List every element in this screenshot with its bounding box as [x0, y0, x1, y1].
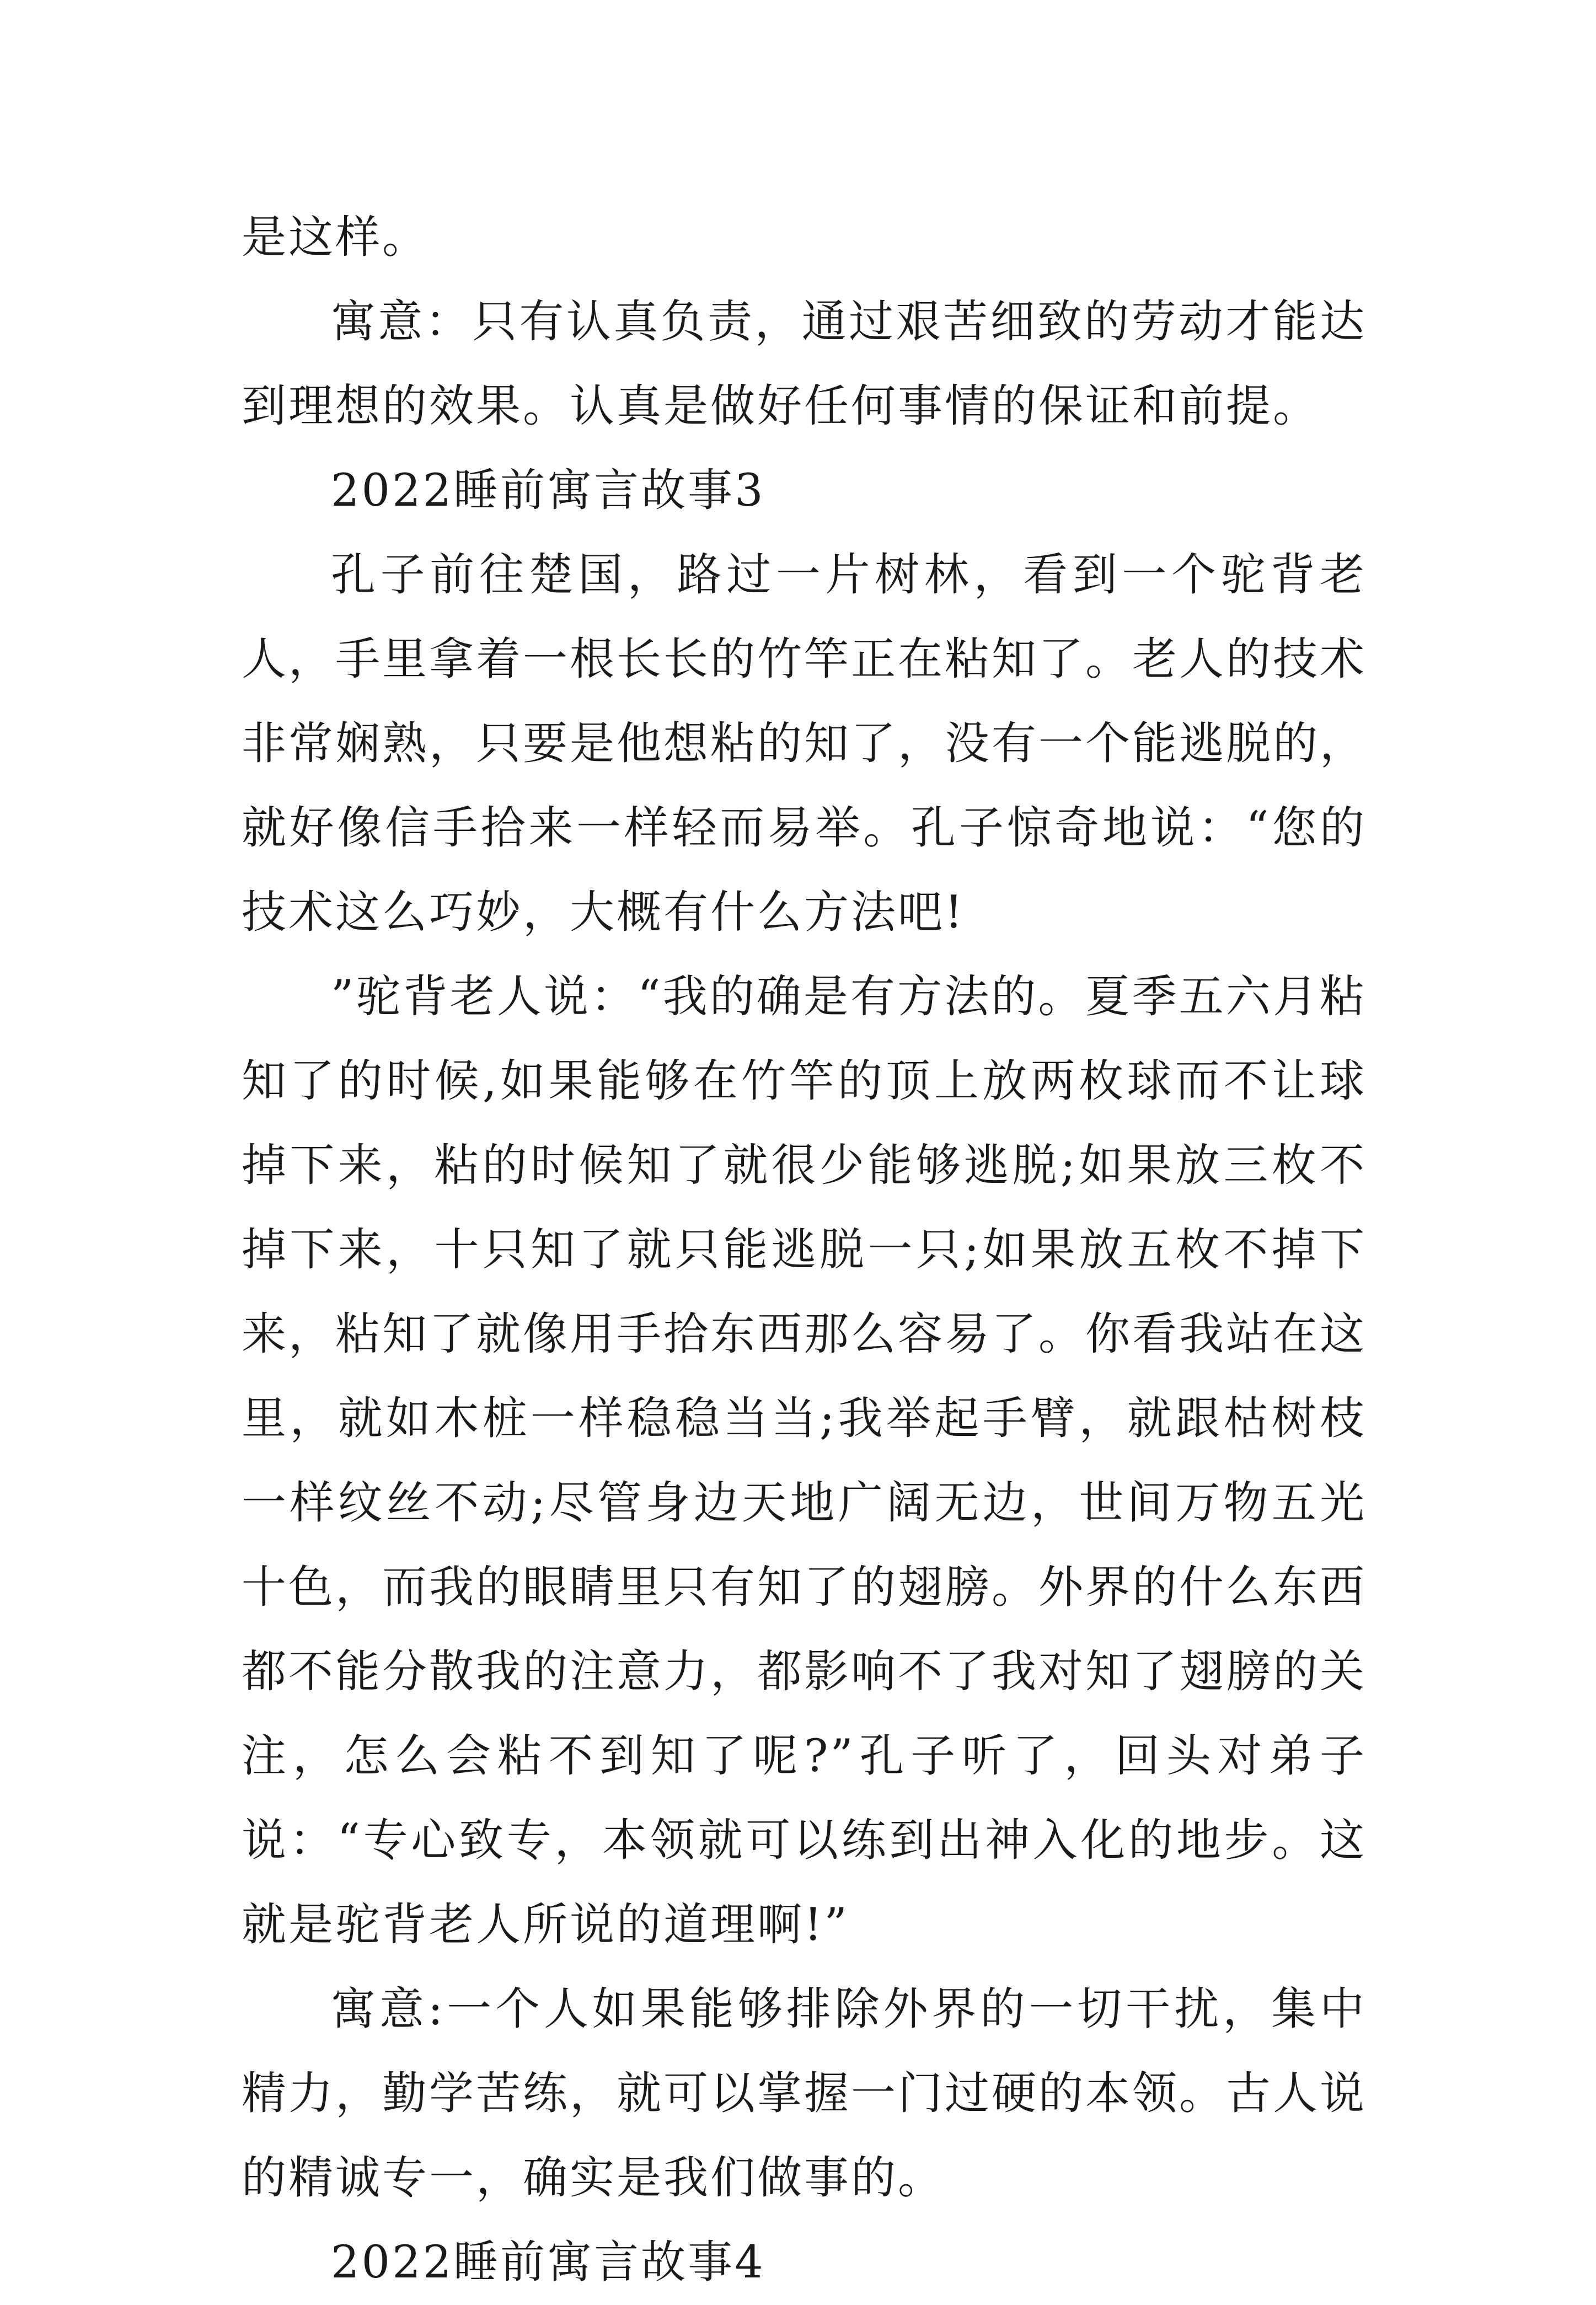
paragraph-moral-1: 寓意：只有认真负责，通过艰苦细致的劳动才能达到理想的效果。认真是做好任何事情的保证和前提。 [242, 296, 1367, 432]
paragraph-story-3-part-1: 孔子前往楚国，路过一片树林，看到一个驼背老人，手里拿着一根长长的竹竿正在粘知了。老人的技术非常娴熟，只要是他想粘的知了，没有一个能逃脱的，就好像信手拾来一样轻而易举。孔子惊奇地说：“您的技术这么巧妙，大概有什么方法吧! [242, 549, 1367, 939]
paragraph-moral-3: 寓意:一个人如果能够排除外界的一切干扰，集中精力，勤学苦练，就可以掌握一门过硬的本领。古人说的精诚专一，确实是我们做事的。 [242, 1984, 1367, 2204]
story-heading-3: 2022睡前寓言故事3 [331, 465, 765, 517]
story-heading-4: 2022睡前寓言故事4 [331, 2237, 765, 2288]
document-body [242, 196, 1367, 2305]
paragraph-story-3-part-2: ”驼背老人说：“我的确是有方法的。夏季五六月粘知了的时候,如果能够在竹竿的顶上放两枚球而不让球掉下来，粘的时候知了就很少能够逃脱;如果放三枚不掉下来，十只知了就只能逃脱一只;如果放五枚不掉下来，粘知了就像用手拾东西那么容易了。你看我站在这里，就如木桩一样稳稳当当;我举起手臂，就跟枯树枝一样纹丝不动;尽管身边天地广阔无边，世间万物五光十色，而我的眼睛里只有知了的翅膀。外界的什么东西都不能分散我的注意力，都影响不了我对知了翅膀的关注，怎么会粘不到知了呢?”孔子听了，回头对弟子说：“专心致专，本领就可以练到出神入化的地步。这就是驼背老人所说的道理啊!” [242, 971, 1367, 1951]
paragraph-continuation: 是这样。 [242, 212, 430, 264]
